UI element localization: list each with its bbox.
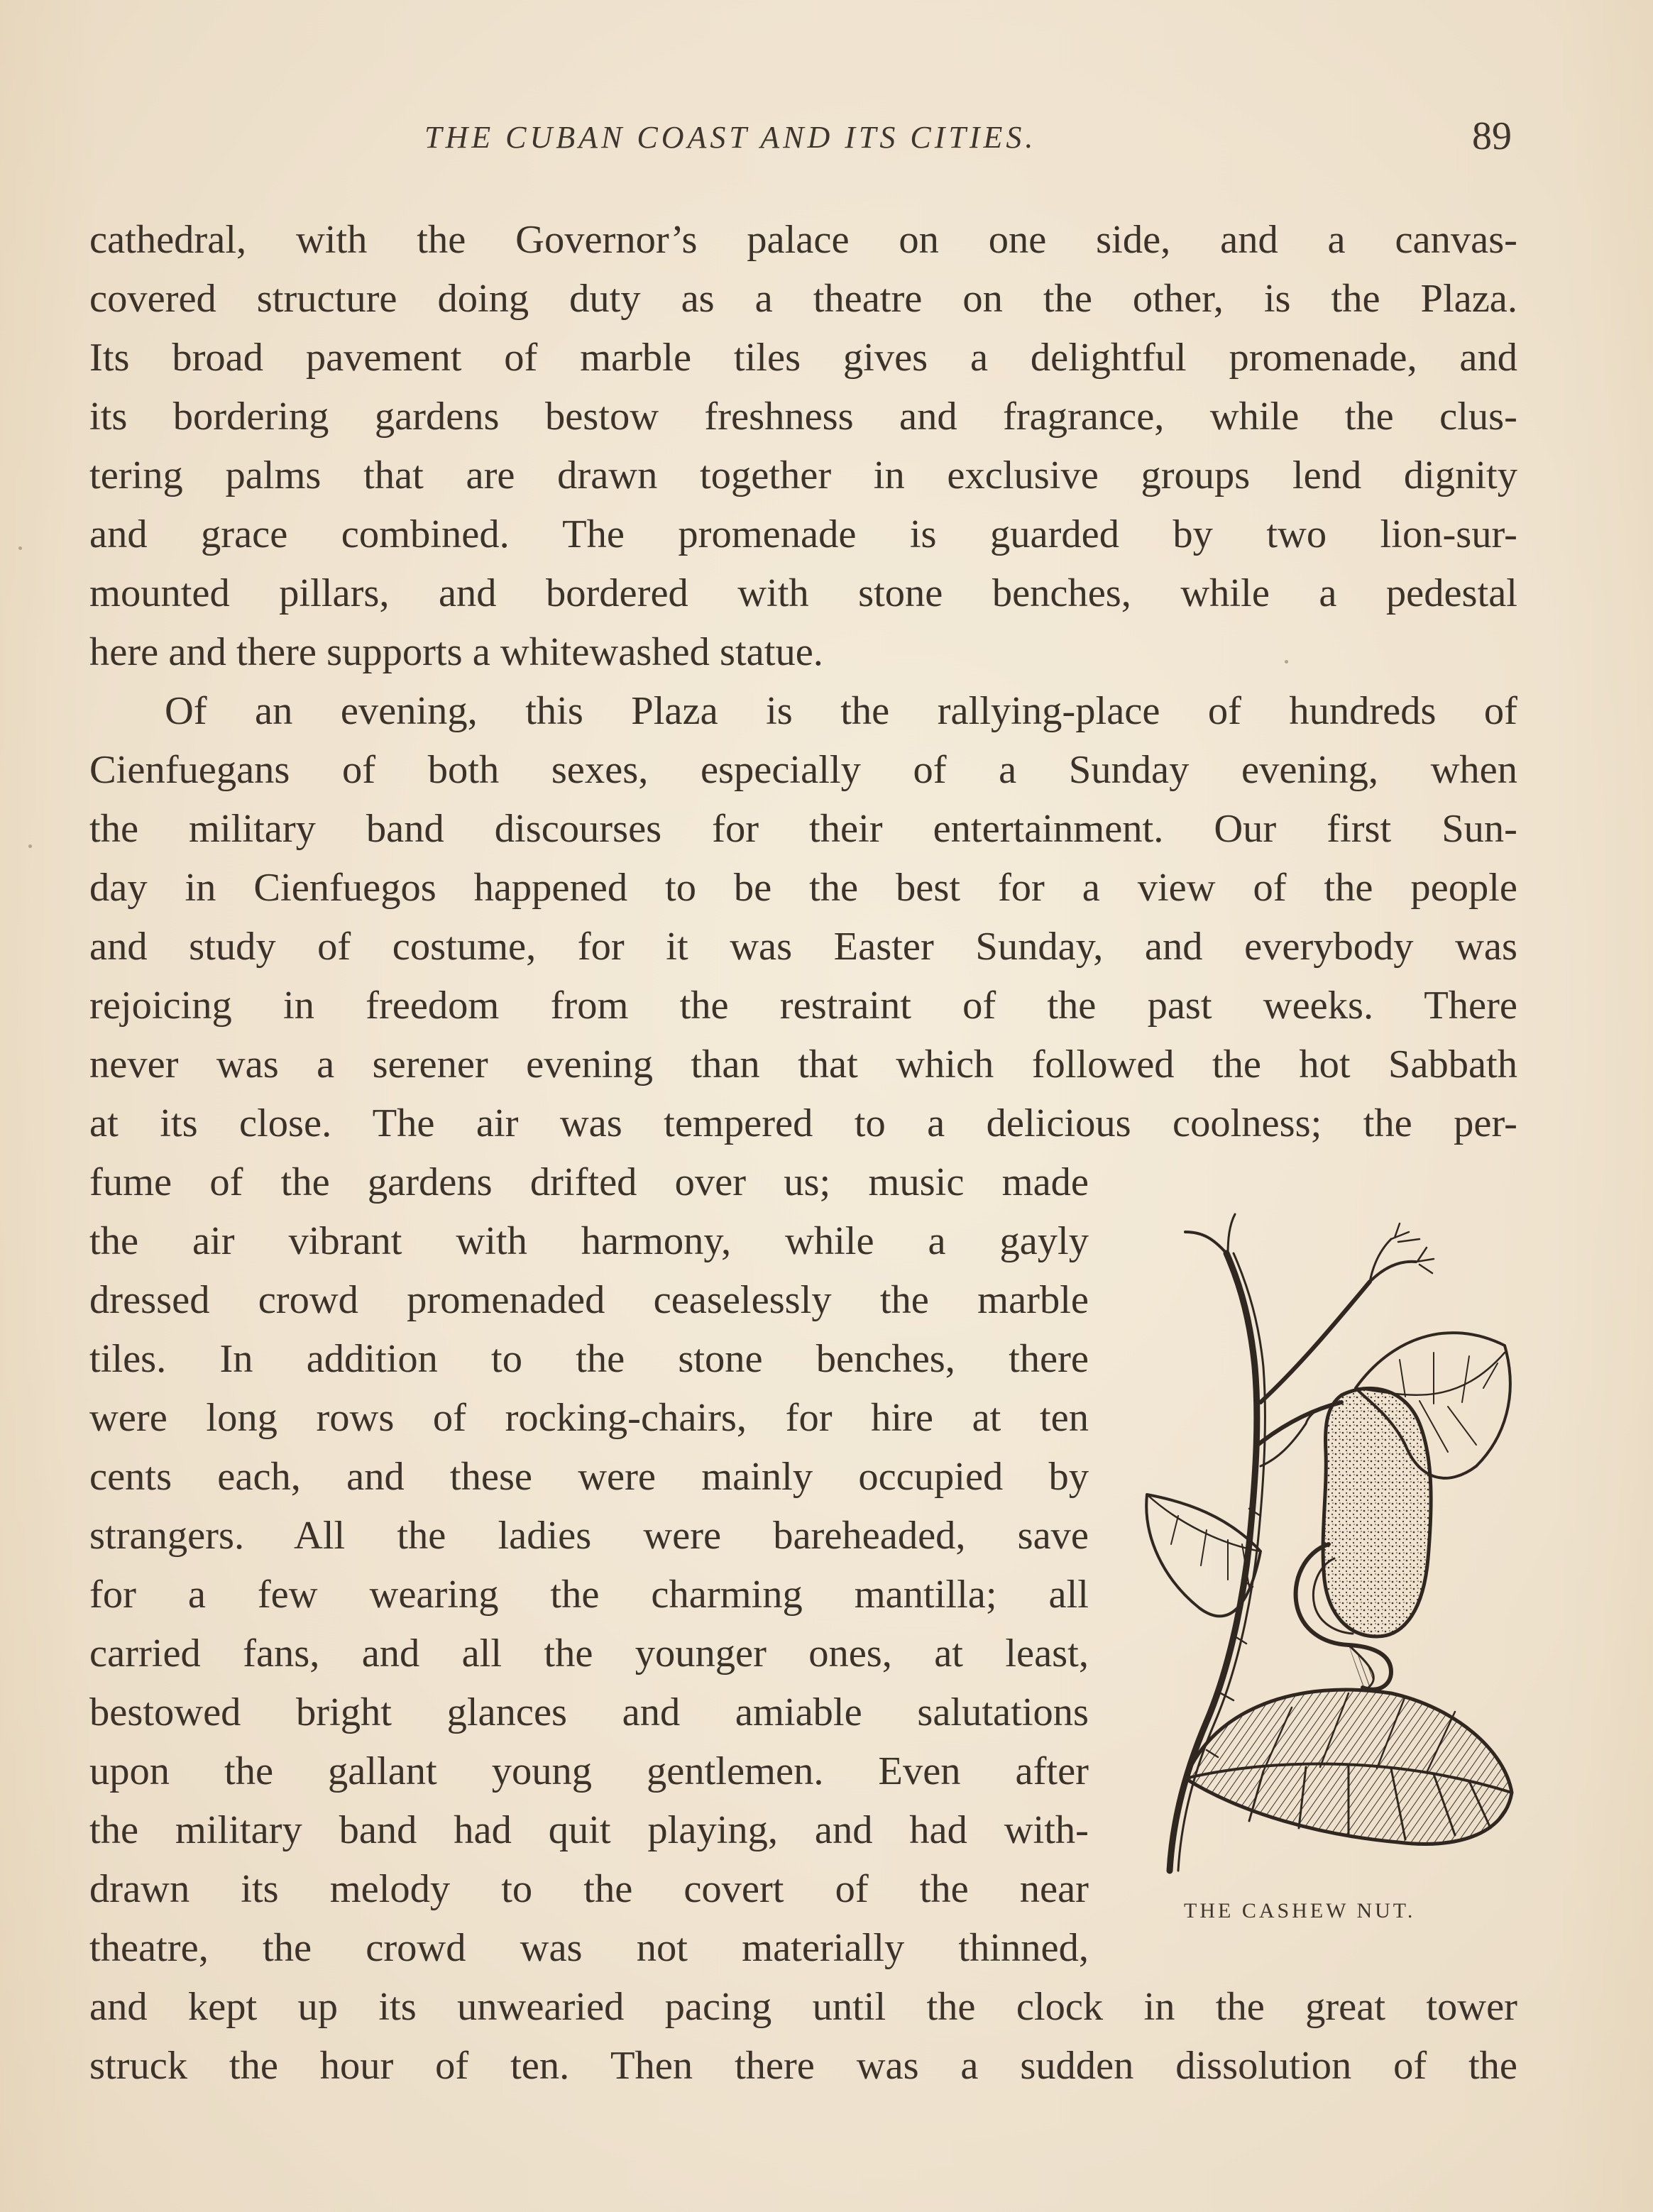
text-line: carried fans, and all the younger ones, at least, [89, 1632, 1089, 1675]
cashew-nut-illustration [1136, 1211, 1519, 1878]
page-number: 89 [1472, 114, 1512, 158]
text-line: tiles. In addition to the stone benches, there [89, 1337, 1089, 1381]
text-line: the air vibrant with harmony, while a gayly [89, 1219, 1089, 1263]
text-line: were long rows of rocking-chairs, for hire at ten [89, 1396, 1089, 1440]
text-line: theatre, the crowd was not materially thinned, [89, 1926, 1089, 1970]
text-line: for a few wearing the charming mantilla; all [89, 1573, 1089, 1617]
text-line: dressed crowd promenaded ceaselessly the marble [89, 1278, 1089, 1322]
running-title: THE CUBAN COAST AND ITS CITIES. [424, 120, 1037, 155]
text-line: and study of costume, for it was Easter Sunday, and everybody was [89, 925, 1517, 969]
text-line: and grace combined. The promenade is guarded by two lion-sur- [89, 512, 1517, 556]
page-speck [1285, 660, 1288, 664]
text-line: mounted pillars, and bordered with stone benches, while a pedestal [89, 571, 1517, 615]
text-line: here and there supports a whitewashed statue. [89, 630, 823, 674]
text-line: the military band discourses for their entertainment. Our first Sun- [89, 807, 1517, 851]
text-line: and kept up its unwearied pacing until the clock in the great tower [89, 1985, 1517, 2029]
text-line: tering palms that are drawn together in exclusive groups lend dignity [89, 453, 1517, 497]
text-line: fume of the gardens drifted over us; music made [89, 1160, 1089, 1204]
figure-caption: THE CASHEW NUT. [1184, 1899, 1416, 1922]
text-line: rejoicing in freedom from the restraint of the past weeks. There [89, 984, 1517, 1028]
text-line: cents each, and these were mainly occupied by [89, 1455, 1089, 1499]
text-line: cathedral, with the Governor’s palace on one side, and a canvas- [89, 218, 1517, 262]
text-line: day in Cienfuegos happened to be the best for a view of the people [89, 866, 1517, 910]
text-line: Cienfuegans of both sexes, especially of a Sunday evening, when [89, 748, 1517, 792]
text-line: at its close. The air was tempered to a delicious coolness; the per- [89, 1101, 1517, 1145]
text-line: Its broad pavement of marble tiles gives a delightful promenade, and [89, 336, 1517, 380]
text-line: its bordering gardens bestow freshness and fragrance, while the clus- [89, 395, 1517, 439]
text-line: bestowed bright glances and amiable salutations [89, 1690, 1089, 1734]
text-line: covered structure doing duty as a theatre on the other, is the Plaza. [89, 277, 1517, 321]
text-line: Of an evening, this Plaza is the rallying-place of hundreds of [165, 689, 1517, 733]
text-line: strangers. All the ladies were bareheaded, save [89, 1514, 1089, 1558]
text-line: the military band had quit playing, and had with- [89, 1808, 1089, 1852]
page-speck [28, 844, 32, 848]
text-line: upon the gallant young gentlemen. Even after [89, 1749, 1089, 1793]
text-line: drawn its melody to the covert of the near [89, 1867, 1089, 1911]
page-speck [18, 546, 22, 550]
text-line: never was a serener evening than that which followed the hot Sabbath [89, 1042, 1517, 1086]
text-line: struck the hour of ten. Then there was a sudden dissolution of the [89, 2044, 1517, 2088]
